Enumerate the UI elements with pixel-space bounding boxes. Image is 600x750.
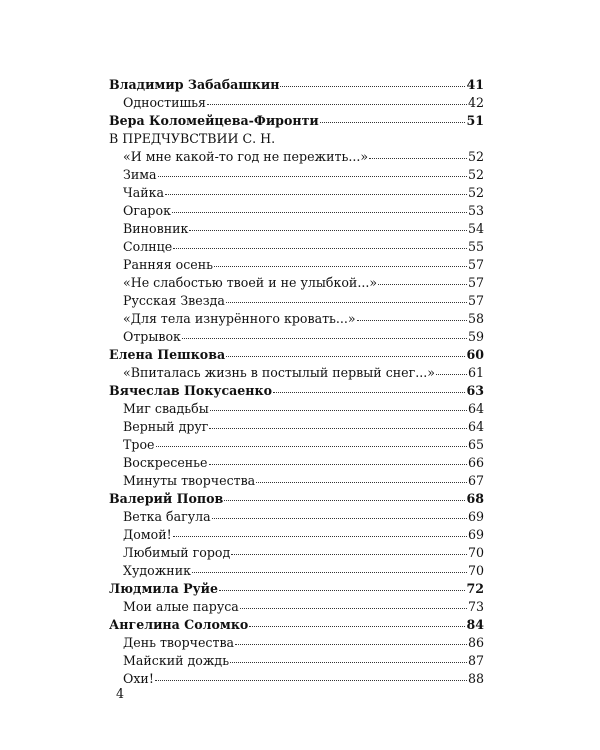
toc-author-entry [109, 580, 484, 598]
toc-entry-page: 70 [467, 545, 484, 560]
toc-poem-entry [109, 292, 484, 310]
dot-leader [155, 680, 467, 681]
toc-entry-title: Ветка багула [123, 509, 211, 524]
toc-entry-page: 41 [466, 77, 484, 92]
dot-leader [173, 536, 467, 537]
toc-entry-page: 53 [467, 203, 484, 218]
toc-entry-title: Майский дождь [123, 653, 230, 668]
toc-entry-title: Виновник [123, 221, 189, 236]
toc-poem-entry [109, 508, 484, 526]
toc-entry-page: 51 [466, 113, 484, 128]
toc-poem-entry [109, 634, 484, 652]
toc-entry-page: 61 [467, 365, 484, 380]
dot-leader [230, 662, 467, 663]
toc-poem-entry [109, 670, 484, 688]
toc-poem-entry [109, 526, 484, 544]
toc-entry-page: 52 [467, 185, 484, 200]
toc-poem-entry [109, 310, 484, 328]
toc-poem-entry [109, 598, 484, 616]
toc-entry-title: «И мне какой-то год не пережить...» [123, 149, 369, 164]
dot-leader [224, 500, 465, 501]
toc-poem-entry [109, 202, 484, 220]
toc-entry-page: 66 [467, 455, 484, 470]
dot-leader [172, 212, 467, 213]
toc-entry-page: 87 [467, 653, 484, 668]
toc-entry-title: Любимый город [123, 545, 231, 560]
toc-entry-title: Охи! [123, 671, 154, 686]
dot-leader [369, 158, 467, 159]
toc-entry-title: В ПРЕДЧУВСТВИИ С. Н. [109, 131, 276, 146]
dot-leader [226, 356, 465, 357]
toc-entry-title: Воскресенье [123, 455, 208, 470]
toc-entry-title: Трое [123, 437, 155, 452]
toc-entry-page: 57 [467, 275, 484, 290]
toc-entry-title: Художник [123, 563, 191, 578]
toc-entry-page: 59 [467, 329, 484, 344]
toc-entry-title: Миг свадьбы [123, 401, 209, 416]
toc-poem-entry [109, 364, 484, 382]
toc-entry-title: Верный друг [123, 419, 209, 434]
toc-author-entry [109, 76, 484, 94]
toc-entry-page: 54 [467, 221, 484, 236]
dot-leader [436, 374, 467, 375]
table-of-contents [109, 76, 484, 688]
toc-section-heading [109, 130, 484, 148]
toc-author-entry [109, 490, 484, 508]
toc-entry-title: Отрывок [123, 329, 181, 344]
dot-leader [182, 338, 467, 339]
toc-poem-entry [109, 94, 484, 112]
toc-poem-entry [109, 274, 484, 292]
toc-entry-title: День творчества [123, 635, 235, 650]
toc-entry-title: Одностишья [123, 95, 206, 110]
toc-poem-entry [109, 220, 484, 238]
dot-leader [210, 410, 467, 411]
toc-poem-entry [109, 400, 484, 418]
toc-poem-entry [109, 436, 484, 454]
dot-leader [280, 86, 465, 87]
toc-entry-page: 57 [467, 293, 484, 308]
toc-poem-entry [109, 418, 484, 436]
dot-leader [235, 644, 467, 645]
toc-entry-page: 52 [467, 167, 484, 182]
toc-author-entry [109, 616, 484, 634]
toc-poem-entry [109, 184, 484, 202]
toc-entry-title: «Не слабостью твоей и не улыбкой...» [123, 275, 378, 290]
toc-entry-page: 69 [467, 527, 484, 542]
dot-leader [214, 266, 467, 267]
toc-entry-page: 63 [466, 383, 484, 398]
toc-entry-title: Ангелина Соломко [109, 617, 249, 632]
dot-leader [209, 464, 467, 465]
toc-entry-page: 64 [467, 419, 484, 434]
toc-entry-title: Елена Пешкова [109, 347, 226, 362]
toc-entry-title: «Для тела изнурённого кровать...» [123, 311, 356, 326]
toc-entry-page: 68 [466, 491, 484, 506]
toc-poem-entry [109, 544, 484, 562]
toc-entry-page: 88 [467, 671, 484, 686]
toc-entry-page: 57 [467, 257, 484, 272]
dot-leader [357, 320, 467, 321]
toc-poem-entry [109, 328, 484, 346]
toc-poem-entry [109, 454, 484, 472]
toc-entry-page: 58 [467, 311, 484, 326]
toc-entry-page: 42 [467, 95, 484, 110]
toc-entry-page: 73 [467, 599, 484, 614]
dot-leader [156, 446, 467, 447]
toc-entry-title: Людмила Руйе [109, 581, 219, 596]
page-number: 4 [116, 686, 125, 701]
dot-leader [165, 194, 467, 195]
toc-author-entry [109, 112, 484, 130]
toc-poem-entry [109, 472, 484, 490]
toc-entry-title: Русская Звезда [123, 293, 225, 308]
toc-entry-title: Владимир Забабашкин [109, 77, 280, 92]
toc-entry-page: 86 [467, 635, 484, 650]
toc-entry-title: Вячеслав Покусаенко [109, 383, 273, 398]
toc-entry-title: Солнце [123, 239, 173, 254]
toc-entry-page: 70 [467, 563, 484, 578]
toc-poem-entry [109, 238, 484, 256]
dot-leader [240, 608, 467, 609]
toc-author-entry [109, 346, 484, 364]
dot-leader [173, 248, 467, 249]
toc-author-entry [109, 382, 484, 400]
toc-entry-title: Минуты творчества [123, 473, 256, 488]
toc-entry-title: Зима [123, 167, 157, 182]
toc-entry-page: 69 [467, 509, 484, 524]
dot-leader [256, 482, 467, 483]
toc-entry-title: Чайка [123, 185, 165, 200]
toc-entry-page: 84 [466, 617, 484, 632]
toc-entry-title: Вера Коломейцева-Фиронти [109, 113, 319, 128]
dot-leader [231, 554, 467, 555]
dot-leader [192, 572, 467, 573]
toc-entry-title: Ранняя осень [123, 257, 214, 272]
toc-entry-page: 52 [467, 149, 484, 164]
toc-entry-page: 64 [467, 401, 484, 416]
dot-leader [219, 590, 465, 591]
dot-leader [226, 302, 467, 303]
toc-entry-page: 65 [467, 437, 484, 452]
toc-poem-entry [109, 256, 484, 274]
toc-entry-title: Валерий Попов [109, 491, 224, 506]
dot-leader [189, 230, 467, 231]
toc-poem-entry [109, 166, 484, 184]
toc-entry-page: 67 [467, 473, 484, 488]
dot-leader [158, 176, 467, 177]
dot-leader [212, 518, 467, 519]
dot-leader [207, 104, 467, 105]
toc-entry-title: Огарок [123, 203, 171, 218]
toc-poem-entry [109, 652, 484, 670]
dot-leader [273, 392, 465, 393]
toc-entry-title: Домой! [123, 527, 172, 542]
toc-poem-entry [109, 148, 484, 166]
dot-leader [378, 284, 467, 285]
toc-entry-title: Мои алые паруса [123, 599, 239, 614]
dot-leader [320, 122, 466, 123]
toc-entry-page: 72 [466, 581, 484, 596]
toc-poem-entry [109, 562, 484, 580]
toc-entry-title: «Впиталась жизнь в постылый первый снег...» [123, 365, 435, 380]
toc-entry-page: 55 [467, 239, 484, 254]
dot-leader [209, 428, 467, 429]
toc-entry-page: 60 [466, 347, 484, 362]
dot-leader [249, 626, 465, 627]
